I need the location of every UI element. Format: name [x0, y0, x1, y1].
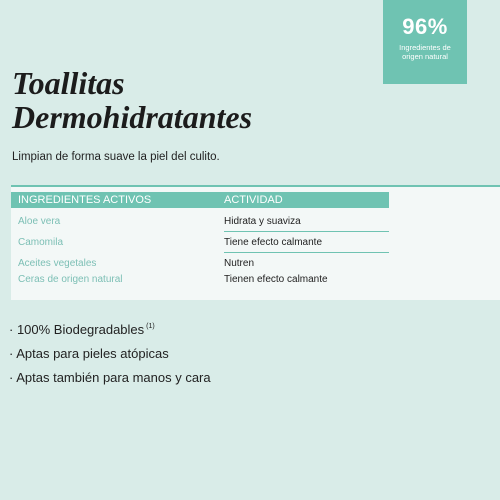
- table-header: [11, 192, 389, 208]
- header-activity: ACTIVIDAD: [224, 194, 283, 206]
- ingredient-cell: Aloe vera: [18, 216, 61, 227]
- ingredient-cell: Aceites vegetales: [18, 258, 97, 269]
- footnote-marker: (1): [146, 323, 155, 330]
- activity-cell: Hidrata y suaviza: [224, 216, 301, 227]
- title-line-1: Toallitas: [12, 65, 125, 101]
- row-divider: [224, 252, 389, 253]
- list-item: [9, 322, 211, 346]
- badge-percent: 96%: [402, 14, 448, 39]
- list-item: [9, 370, 211, 394]
- title-line-2: Dermohidratantes: [12, 99, 253, 135]
- benefit-text: · Aptas para pieles atópicas: [9, 346, 169, 361]
- header-ingredients: INGREDIENTES ACTIVOS: [18, 194, 152, 206]
- natural-origin-badge: [383, 0, 467, 84]
- ingredient-cell: Camomila: [18, 237, 64, 248]
- badge-caption: Ingredientes de origen natural: [399, 43, 451, 61]
- product-title: [12, 66, 252, 134]
- list-item: [9, 346, 211, 370]
- activity-cell: Tienen efecto calmante: [224, 274, 328, 285]
- benefit-text: · 100% Biodegradables: [9, 322, 145, 337]
- ingredients-panel: [11, 185, 500, 300]
- benefits-list: [9, 322, 211, 394]
- product-subtitle: Limpian de forma suave la piel del culito.: [12, 151, 220, 163]
- ingredient-cell: Ceras de origen natural: [18, 274, 123, 285]
- row-divider: [224, 231, 389, 232]
- benefit-text: · Aptas también para manos y cara: [9, 370, 211, 385]
- activity-cell: Nutren: [224, 258, 255, 269]
- activity-cell: Tiene efecto calmante: [224, 237, 323, 248]
